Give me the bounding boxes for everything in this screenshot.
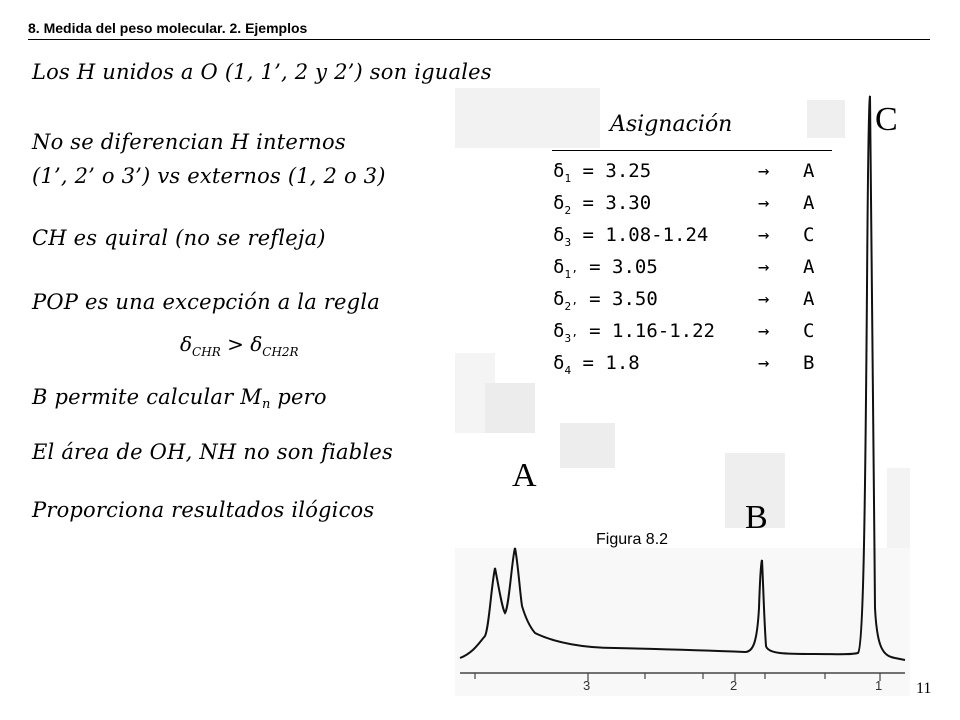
peak-label-a: A [512, 457, 537, 494]
text-line-5-pre: B permite calcular M [32, 385, 262, 409]
chemical-shift-ratio [180, 332, 299, 359]
assignment-row [553, 320, 815, 348]
delta-symbol: δ [553, 192, 565, 214]
slide-header: 8. Medida del peso molecular. 2. Ejemplos [28, 20, 308, 36]
text-line-6: El área de OH, NH no son fiables [32, 440, 393, 464]
axis-tick-2: 2 [730, 678, 738, 693]
assignment-row [553, 256, 815, 284]
delta-symbol: δ [553, 224, 565, 246]
text-line-5 [32, 385, 327, 412]
assignment-result: A [803, 160, 815, 182]
axis-tick-3: 3 [583, 678, 591, 693]
shift-value: = 1.08-1.24 [571, 224, 709, 246]
header-rule [28, 39, 930, 40]
arrow-icon: → [758, 288, 770, 310]
peak-label-c: C [875, 101, 898, 138]
delta-subscript: 1 [564, 171, 572, 185]
peak-label-b: B [745, 499, 768, 536]
assignment-row [553, 192, 815, 220]
text-line-3: CH es quiral (no se refleja) [32, 226, 326, 250]
shift-value: = 3.25 [571, 160, 652, 182]
delta-subscript: 2 [564, 203, 572, 217]
arrow-icon: → [758, 352, 770, 374]
text-line-1: Los H unidos a O (1, 1’, 2 y 2’) son iguales [32, 60, 492, 84]
text-line-2a: No se diferencian H internos [32, 130, 346, 154]
assignment-result: A [803, 288, 815, 310]
delta-subscript: CHR [192, 345, 221, 359]
text-line-7: Proporciona resultados ilógicos [32, 498, 375, 522]
shift-value: = 3.50 [577, 288, 658, 310]
shift-value: = 1.8 [571, 352, 640, 374]
ratio-operator: > [220, 332, 251, 356]
delta-subscript: 3’ [564, 331, 578, 345]
assignment-result: C [803, 320, 815, 342]
delta-symbol: δ [553, 352, 565, 374]
arrow-icon: → [758, 192, 770, 214]
arrow-icon: → [758, 224, 770, 246]
text-line-5-sub: n [261, 397, 271, 412]
delta-symbol: δ [553, 160, 565, 182]
shift-value: = 3.30 [571, 192, 652, 214]
shift-value: = 1.16-1.22 [577, 320, 715, 342]
delta-subscript: 1’ [564, 267, 578, 281]
delta-symbol: δ [180, 332, 193, 356]
delta-subscript: 2’ [564, 299, 578, 313]
text-line-2b: (1’, 2’ o 3’) vs externos (1, 2 o 3) [32, 164, 386, 188]
assignment-row [553, 352, 815, 380]
assignment-title: Asignación [610, 112, 733, 137]
delta-symbol: δ [553, 320, 565, 342]
assignment-result: A [803, 192, 815, 214]
delta-subscript: 4 [564, 363, 572, 377]
arrow-icon: → [758, 256, 770, 278]
assignment-result: B [803, 352, 815, 374]
assignment-result: A [803, 256, 815, 278]
arrow-icon: → [758, 320, 770, 342]
text-line-4: POP es una excepción a la regla [32, 290, 380, 314]
assignment-row [553, 224, 815, 252]
page-number: 11 [916, 680, 932, 697]
delta-symbol: δ [553, 256, 565, 278]
assignment-row [553, 288, 815, 316]
text-line-5-post: pero [270, 385, 327, 409]
figure-caption: Figura 8.2 [596, 531, 669, 548]
shift-value: = 3.05 [577, 256, 658, 278]
delta-subscript: CH2R [262, 345, 299, 359]
arrow-icon: → [758, 160, 770, 182]
assignment-row [553, 160, 815, 188]
delta-symbol: δ [553, 288, 565, 310]
delta-subscript: 3 [564, 235, 572, 249]
assignment-rule [552, 150, 832, 151]
delta-symbol: δ [250, 332, 263, 356]
axis-tick-1: 1 [875, 678, 883, 693]
assignment-result: C [803, 224, 815, 246]
